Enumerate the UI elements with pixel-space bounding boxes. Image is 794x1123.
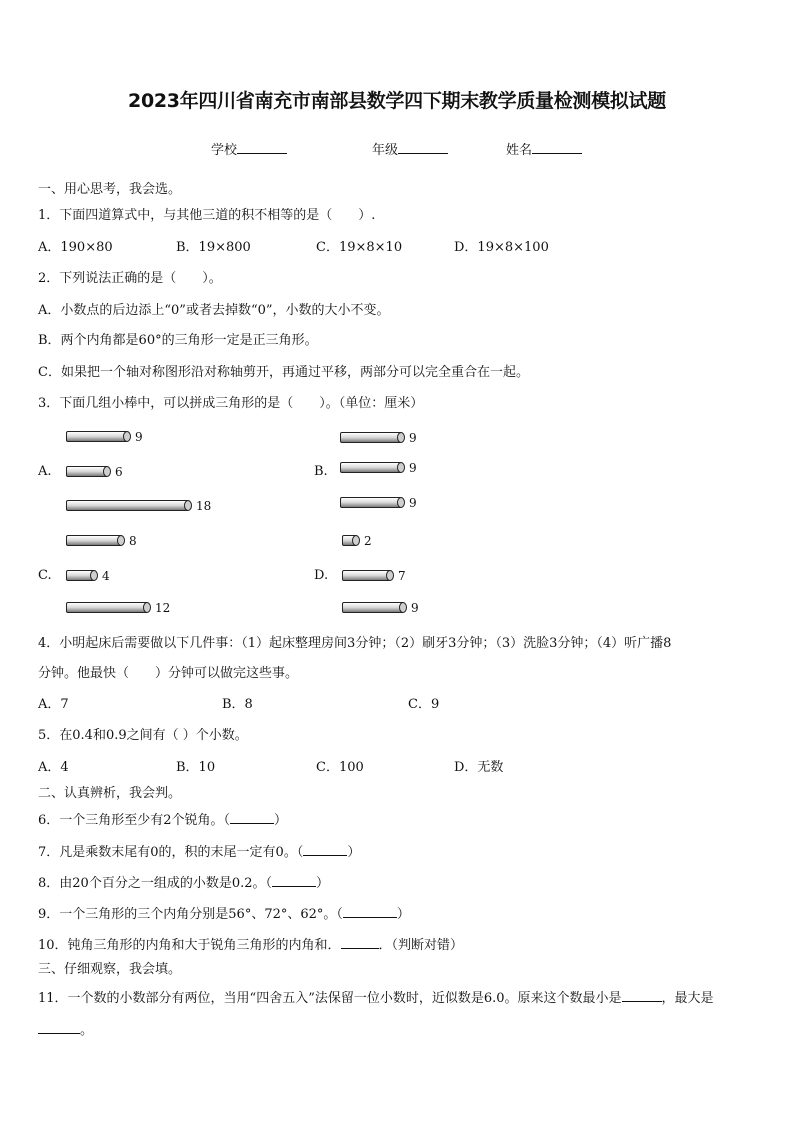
question-8-stem: 8．由20个百分之一组成的小数是0.2。（ xyxy=(38,876,272,891)
question-8 xyxy=(38,874,329,892)
question-2-stem: 2．下列说法正确的是（ ）。 xyxy=(38,271,222,286)
question-11-min-blank[interactable] xyxy=(622,989,662,1002)
question-10-answer-blank[interactable] xyxy=(341,936,379,949)
stick-d-2-label: 7 xyxy=(398,569,406,583)
stick-b-2-label: 9 xyxy=(409,461,417,475)
question-1-option-b[interactable]: B．19×800 xyxy=(176,240,251,255)
grade-field[interactable] xyxy=(372,141,448,159)
question-3-option-b-label[interactable]: B. xyxy=(314,464,328,479)
question-11-max-blank[interactable] xyxy=(38,1021,80,1034)
question-6-answer-blank[interactable] xyxy=(230,811,274,824)
stick-c-3 xyxy=(66,602,148,613)
question-2-option-a[interactable]: A．小数点的后边添上“0”或者去掉数“0”，小数的大小不变。 xyxy=(38,303,390,318)
stick-b-2 xyxy=(340,462,402,473)
question-10-end: ．（判断对错） xyxy=(378,938,464,953)
stick-d-2 xyxy=(342,570,391,581)
stick-d-3-label: 9 xyxy=(411,601,419,615)
stick-d-3 xyxy=(342,602,404,613)
question-11-stem: 11．一个数的小数部分有两位，当用“四舍五入”法保留一位小数时，近似数是6.0。原来这个数最小是 xyxy=(38,991,622,1006)
question-4-line-2: 分钟。他最快（ ）分钟可以做完这些事。 xyxy=(38,666,299,681)
question-11-line-1 xyxy=(38,989,714,1007)
question-9-end: ） xyxy=(396,907,410,922)
stick-c-2-label: 4 xyxy=(102,569,110,583)
question-3-option-d-label[interactable]: D. xyxy=(314,568,329,583)
question-3-option-a-label[interactable]: A. xyxy=(38,464,52,479)
stick-b-1 xyxy=(340,432,402,443)
question-5-option-b[interactable]: B．10 xyxy=(176,760,216,775)
question-7-answer-blank[interactable] xyxy=(303,843,347,856)
question-2-option-c[interactable]: C．如果把一个轴对称图形沿对称轴剪开，再通过平移，两部分可以完全重合在一起。 xyxy=(38,365,529,380)
stick-c-2 xyxy=(66,570,95,581)
question-11-mid: ，最大是 xyxy=(661,991,714,1006)
question-1-option-c[interactable]: C．19×8×10 xyxy=(316,240,403,255)
stick-a-2 xyxy=(66,466,108,477)
question-1-stem: 1．下面四道算式中，与其他三道的积不相等的是（ ）. xyxy=(38,208,376,223)
question-7-end: ） xyxy=(347,845,361,860)
page-title: 2023年四川省南充市南部县数学四下期末教学质量检测模拟试题 xyxy=(128,90,666,112)
school-label: 学校 xyxy=(211,143,238,158)
stick-c-1-label: 8 xyxy=(129,534,137,548)
question-5-option-c[interactable]: C．100 xyxy=(316,760,364,775)
school-blank[interactable] xyxy=(237,141,287,154)
question-5-option-d[interactable]: D．无数 xyxy=(454,760,504,775)
stick-d-1 xyxy=(342,535,357,546)
question-6-end: ） xyxy=(274,813,288,828)
stick-a-3 xyxy=(66,500,189,511)
question-6-stem: 6．一个三角形至少有2个锐角。（ xyxy=(38,813,231,828)
question-5-stem: 5．在0.4和0.9之间有（ ）个小数。 xyxy=(38,728,248,743)
question-5-option-a[interactable]: A．4 xyxy=(38,760,69,775)
stick-b-3 xyxy=(340,497,402,508)
question-7-stem: 7．凡是乘数末尾有0的，积的末尾一定有0。（ xyxy=(38,845,304,860)
question-1-option-a[interactable]: A．190×80 xyxy=(38,240,113,255)
stick-d-1-label: 2 xyxy=(364,534,372,548)
question-9 xyxy=(38,905,410,923)
question-10 xyxy=(38,936,463,954)
stick-a-1-label: 9 xyxy=(135,430,143,444)
grade-label: 年级 xyxy=(372,143,399,158)
name-label: 姓名 xyxy=(506,143,533,158)
question-4-line-1: 4．小明起床后需要做以下几件事：（1）起床整理房间3分钟；（2）刷牙3分钟；（3）洗脸3分钟；（4）听广播8 xyxy=(38,636,672,651)
section-heading-3: 三、仔细观察，我会填。 xyxy=(38,962,182,977)
section-heading-2: 二、认真辨析，我会判。 xyxy=(38,786,182,801)
stick-a-2-label: 6 xyxy=(115,465,123,479)
question-9-stem: 9．一个三角形的三个内角分别是56°、72°、62°。（ xyxy=(38,907,343,922)
stick-a-1 xyxy=(66,431,128,442)
question-9-answer-blank[interactable] xyxy=(343,905,397,918)
grade-blank[interactable] xyxy=(398,141,448,154)
question-3-stem: 3．下面几组小棒中，可以拼成三角形的是（ ）。（单位：厘米） xyxy=(38,396,424,411)
name-field[interactable] xyxy=(506,141,582,159)
question-4-option-c[interactable]: C．9 xyxy=(408,697,440,712)
question-4-option-b[interactable]: B．8 xyxy=(222,697,253,712)
name-blank[interactable] xyxy=(532,141,582,154)
question-2-option-b[interactable]: B．两个内角都是60°的三角形一定是正三角形。 xyxy=(38,333,318,348)
question-8-answer-blank[interactable] xyxy=(272,874,316,887)
question-11-line-2 xyxy=(38,1021,93,1039)
question-4-option-a[interactable]: A．7 xyxy=(38,697,69,712)
question-1-option-d[interactable]: D．19×8×100 xyxy=(454,240,549,255)
stick-c-3-label: 12 xyxy=(155,601,171,615)
stick-c-1 xyxy=(66,535,122,546)
question-11-end: 。 xyxy=(80,1023,94,1038)
section-heading-1: 一、用心思考，我会选。 xyxy=(38,182,182,197)
question-6 xyxy=(38,811,287,829)
question-10-stem: 10．钝角三角形的内角和大于锐角三角形的内角和． xyxy=(38,938,341,953)
stick-a-3-label: 18 xyxy=(196,499,212,513)
question-7 xyxy=(38,843,360,861)
question-3-option-c-label[interactable]: C. xyxy=(38,568,52,583)
stick-b-3-label: 9 xyxy=(409,496,417,510)
question-8-end: ） xyxy=(316,876,330,891)
school-field[interactable] xyxy=(211,141,287,159)
stick-b-1-label: 9 xyxy=(409,431,417,445)
